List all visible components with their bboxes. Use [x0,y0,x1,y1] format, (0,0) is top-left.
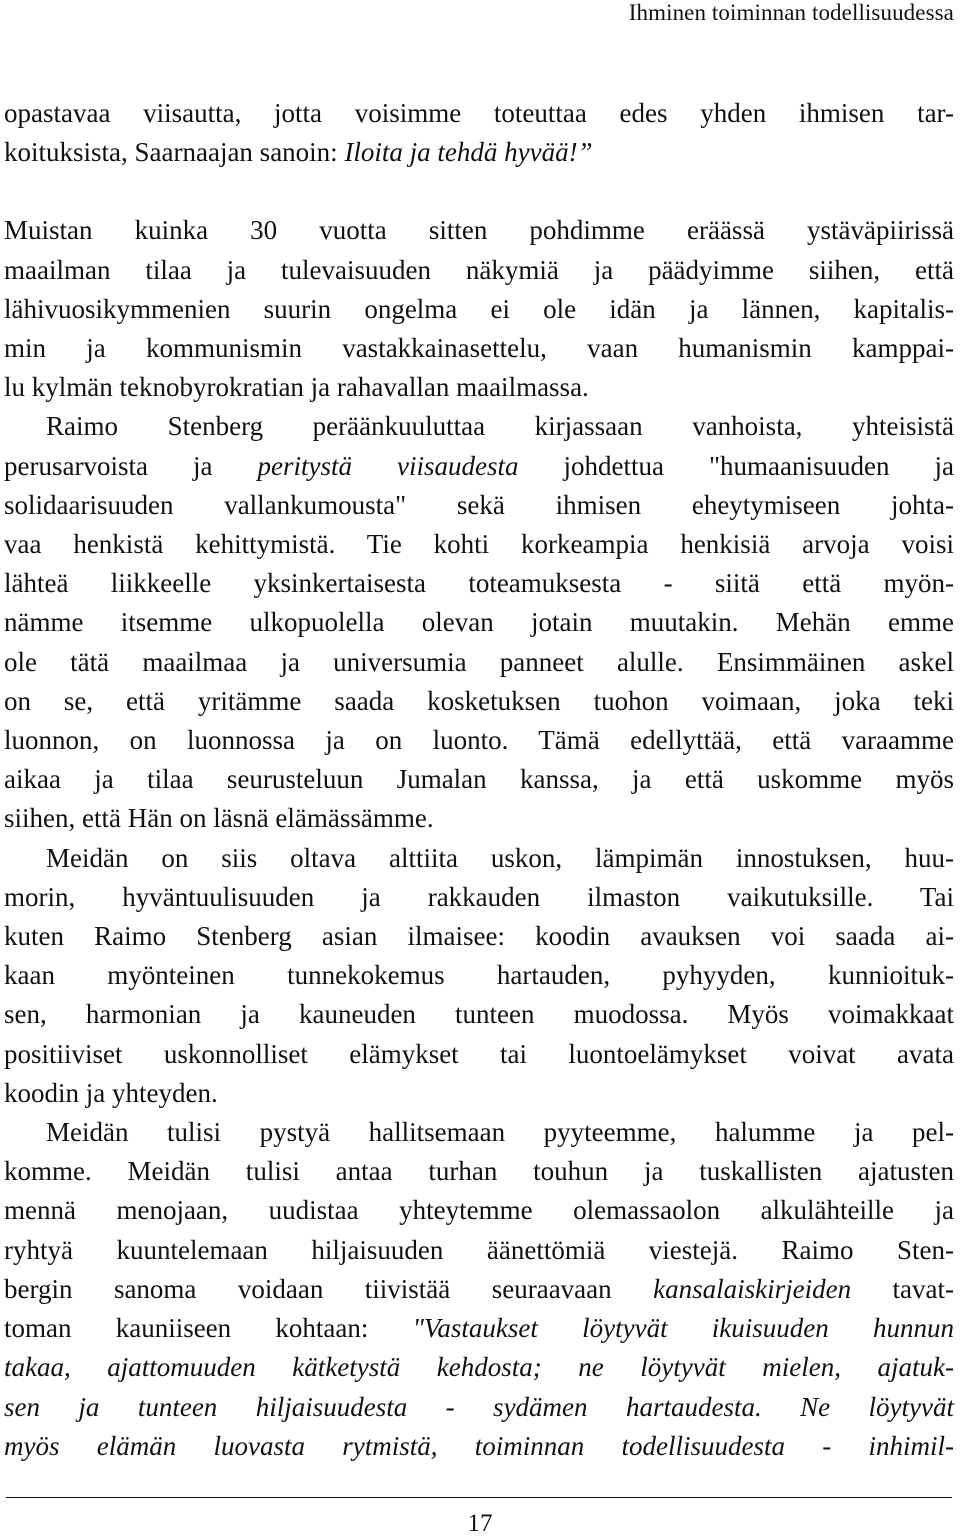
text-line: sen, harmonian ja kauneuden tunteen muodossa. Myös voimakkaat [4,999,954,1030]
text-line: positiiviset uskonnolliset elämykset tai luontoelämykset voivat avata [4,1038,954,1069]
text-line [4,1270,954,1309]
paragraph-5 [4,1113,954,1466]
paragraph-2 [4,211,954,407]
running-header: Ihminen toiminnan todellisuudessa [628,0,954,25]
text-line: maailman tilaa ja tulevaisuuden näkymiä ja päädyimme siihen, että [4,254,954,285]
quote-segment: myös elämän luovasta rytmistä, toiminnan todellisuudesta - inhimil- [4,1430,954,1461]
text-line: mennä menojaan, uudistaa yhteytemme olemassaolon alkulähteille ja [4,1195,954,1226]
text-segment: perusarvoista ja [4,450,258,481]
text-line: nämme itsemme ulkopuolella olevan jotain muutakin. Mehän emme [4,607,954,638]
text-line [4,1427,954,1466]
emphasis-segment: peritystä viisaudesta [257,450,519,481]
text-line: Meidän on siis oltava alttiita uskon, lämpimän innostuksen, huu- [46,842,954,873]
text-line: aikaa ja tilaa seurusteluun Jumalan kanssa, ja että uskomme myös [4,764,954,795]
text-line [4,1309,954,1348]
emphasis-segment: kansalaiskirjeiden [653,1273,852,1304]
text-line: Meidän tulisi pystyä hallitsemaan pyyteemme, halumme ja pel- [46,1117,954,1148]
paragraph-1 [4,94,954,172]
footer-divider [6,1497,952,1498]
text-line: Raimo Stenberg peräänkuuluttaa kirjassaan vanhoista, yhteisistä [46,411,954,442]
text-line: lähteä liikkeelle yksinkertaisesta toteamuksesta - siitä että myön- [4,568,954,599]
text-line [4,133,954,172]
text-line: luonnon, on luonnossa ja on luonto. Tämä edellyttää, että varaamme [4,725,954,756]
quote-segment: takaa, ajattomuuden kätketystä kehdosta; ne löytyvät mielen, ajatuk- [4,1352,954,1383]
text-line [4,1388,954,1427]
text-segment: tavat- [851,1273,954,1304]
text-line: siihen, että Hän on läsnä elämässämme. [4,803,434,834]
quote-segment: "Vastaukset löytyvät ikuisuuden hunnun [412,1313,954,1344]
text-segment: johdettua "humaanisuuden ja [518,450,954,481]
paragraph-3 [4,407,954,838]
text-line: on se, että yritämme saada kosketuksen tuohon voimaan, joka teki [4,685,954,716]
text-segment: bergin sanoma voidaan tiivistää seuraavaan [4,1273,654,1304]
text-line: opastavaa viisautta, jotta voisimme toteuttaa edes yhden ihmisen tar- [4,98,954,128]
text-line: koodin ja yhteyden. [4,1077,218,1108]
text-line: kuten Raimo Stenberg asian ilmaisee: koodin avauksen voi saada ai- [4,921,954,952]
paragraph-4 [4,839,954,1113]
text-line: morin, hyväntuulisuuden ja rakkauden ilmaston vaikutuksille. Tai [4,881,954,912]
page-number: 17 [467,1510,493,1537]
text-segment: koituksista, Saarnaajan sanoin: [4,137,345,168]
text-line [4,447,954,486]
text-line [4,1348,954,1387]
text-segment: toman kauniiseen kohtaan: [4,1313,413,1344]
text-line: lähivuosikymmenien suurin ongelma ei ole idän ja lännen, kapitalis- [4,293,954,324]
text-line: vaa henkistä kehittymistä. Tie kohti korkeampia henkisiä arvoja voisi [4,529,954,560]
text-line: solidaarisuuden vallankumousta" sekä ihmisen eheytymiseen johta- [4,489,954,520]
text-line: min ja kommunismin vastakkainasettelu, vaan humanismin kamppai- [4,333,954,364]
text-line: ryhtyä kuuntelemaan hiljaisuuden äänettömiä viestejä. Raimo Sten- [4,1234,954,1265]
quote-segment: Iloita ja tehdä hyvää!” [344,137,593,168]
text-line: kaan myönteinen tunnekokemus hartauden, pyhyyden, kunnioituk- [4,960,954,991]
body-text [4,94,954,1466]
text-line: ole tätä maailmaa ja universumia panneet alulle. Ensimmäinen askel [4,646,954,677]
text-line: komme. Meidän tulisi antaa turhan touhun ja tuskallisten ajatusten [4,1156,954,1187]
text-line: lu kylmän teknobyrokratian ja rahavallan maailmassa. [4,372,589,403]
text-line: Muistan kuinka 30 vuotta sitten pohdimme eräässä ystäväpiirissä [4,215,954,246]
quote-segment: sen ja tunteen hiljaisuudesta - sydämen hartaudesta. Ne löytyvät [4,1391,954,1422]
